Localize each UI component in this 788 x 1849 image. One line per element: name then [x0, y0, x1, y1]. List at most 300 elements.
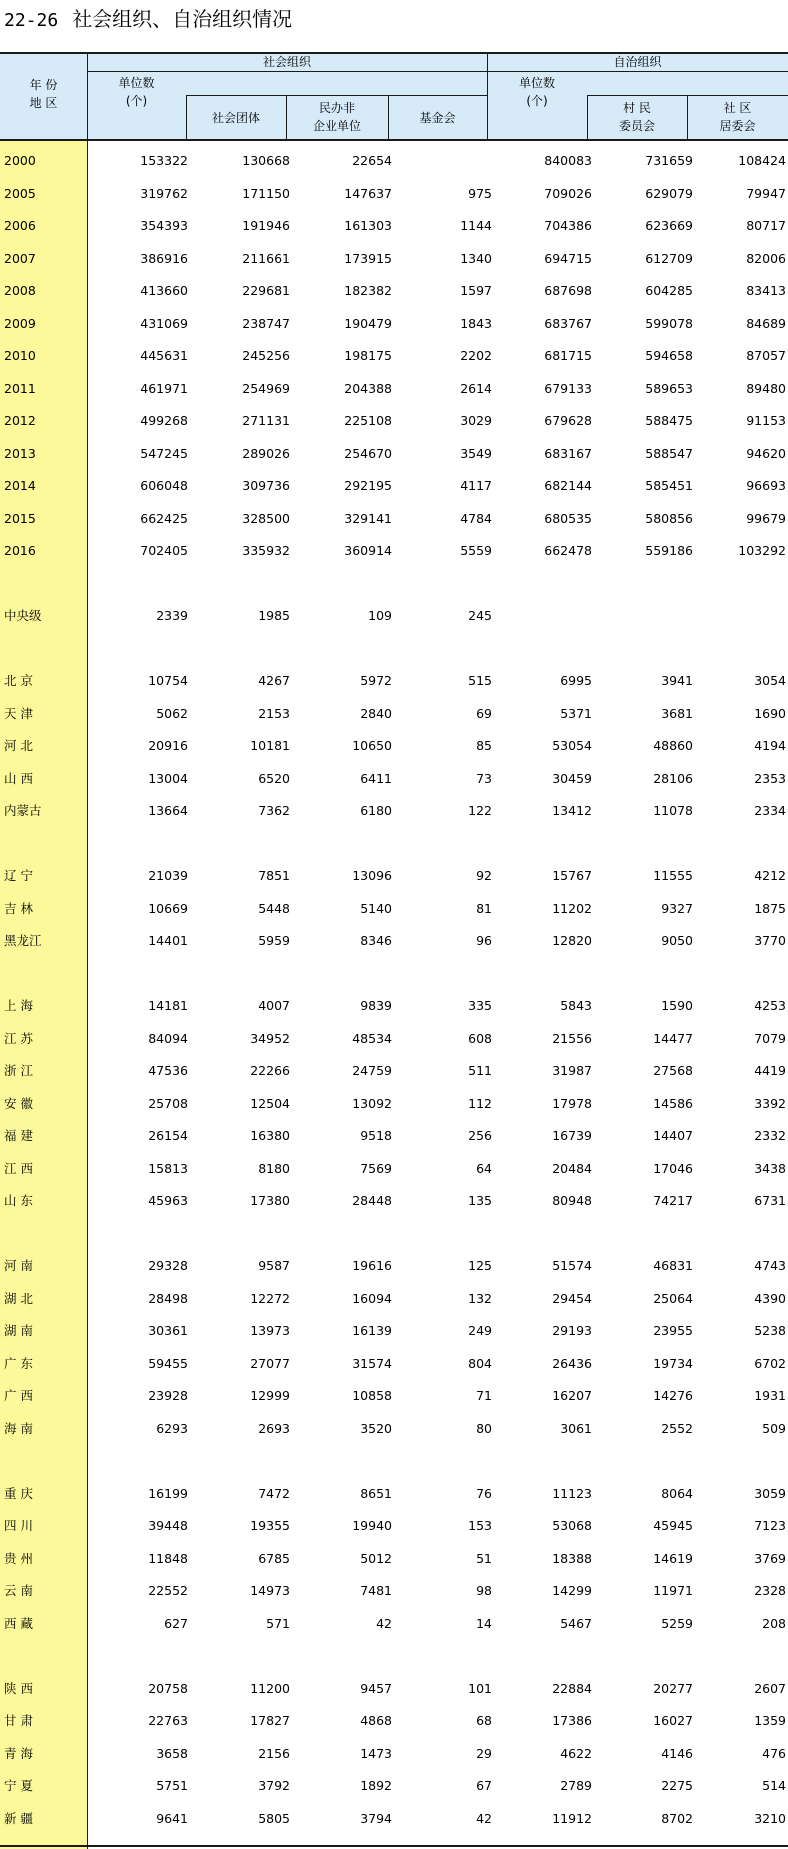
table-cell: 11912	[552, 1810, 592, 1826]
table-cell: 975	[468, 185, 492, 201]
table-cell: 73	[476, 770, 492, 786]
table-cell	[497, 1445, 592, 1477]
table-cell: 292195	[344, 478, 392, 493]
table-row	[0, 178, 788, 210]
table-cell: 109	[368, 608, 392, 623]
row-label: 青 海	[4, 1745, 33, 1761]
table-cell: 7481	[360, 1583, 392, 1598]
table-cell: 7079	[754, 1030, 786, 1046]
table-cell: 6702	[754, 1355, 786, 1371]
table-cell: 2607	[754, 1680, 786, 1696]
table-row	[0, 860, 788, 892]
table-row	[0, 535, 788, 567]
table-cell: 511	[468, 1063, 492, 1078]
table-cell	[195, 828, 290, 860]
table-cell: 3770	[754, 933, 786, 948]
table-cell: 30459	[552, 770, 592, 786]
table-cell: 386916	[140, 250, 188, 266]
table-cell: 3029	[460, 413, 492, 428]
table-cell: 6785	[258, 1550, 290, 1566]
table-row	[0, 1185, 788, 1217]
table-cell: 5238	[754, 1323, 786, 1338]
table-cell: 29454	[552, 1290, 592, 1306]
table-cell: 153	[468, 1518, 492, 1533]
table-cell: 16139	[352, 1323, 392, 1338]
table-row	[0, 1153, 788, 1185]
header-divider	[87, 71, 788, 72]
table-cell: 8346	[360, 933, 392, 948]
table-cell: 94620	[746, 445, 786, 461]
table-cell: 662478	[544, 543, 592, 558]
table-cell: 4419	[754, 1063, 786, 1078]
table-cell: 2332	[754, 1128, 786, 1143]
table-cell: 271131	[242, 413, 290, 428]
table-cell: 335	[468, 998, 492, 1013]
table-row	[0, 405, 788, 437]
row-label: 辽 宁	[4, 868, 33, 883]
table-row	[0, 1705, 788, 1737]
table-cell: 27568	[653, 1063, 693, 1078]
table-cell: 69	[476, 705, 492, 721]
table-cell: 96693	[746, 478, 786, 493]
table-row	[0, 600, 788, 632]
table-cell: 709026	[544, 185, 592, 201]
table-row	[0, 925, 788, 957]
table-cell	[497, 1640, 592, 1672]
row-label: 2005	[4, 185, 36, 201]
table-row	[0, 763, 788, 795]
table-cell: 103292	[738, 543, 786, 558]
row-label: 湖 南	[4, 1323, 33, 1338]
table-cell: 190479	[344, 315, 392, 331]
row-label: 2011	[4, 380, 36, 396]
table-header	[0, 52, 788, 141]
table-cell: 5062	[156, 705, 188, 721]
social-org-header: 社会组织	[262, 55, 311, 69]
table-cell: 606048	[140, 478, 188, 493]
table-cell: 211661	[242, 250, 290, 266]
table-cell: 67	[476, 1778, 492, 1793]
table-row	[0, 1770, 788, 1802]
table-cell	[497, 828, 592, 860]
row-label: 上 海	[4, 998, 33, 1013]
table-cell: 153322	[140, 153, 188, 168]
table-cell	[397, 1640, 492, 1672]
table-cell: 9327	[661, 900, 693, 916]
table-cell: 71	[476, 1388, 492, 1403]
table-cell: 14586	[653, 1095, 693, 1111]
table-cell: 585451	[645, 478, 693, 493]
table-cell: 4253	[754, 998, 786, 1013]
table-cell: 81	[476, 900, 492, 916]
table-cell: 8180	[258, 1160, 290, 1176]
table-cell: 5559	[460, 543, 492, 558]
table-cell: 1340	[460, 250, 492, 266]
table-cell: 329141	[344, 510, 392, 526]
table-cell: 9457	[360, 1680, 392, 1696]
row-label: 2016	[4, 543, 36, 558]
table-cell	[397, 145, 492, 177]
row-label	[4, 1640, 84, 1672]
table-cell: 84094	[148, 1030, 188, 1046]
table-cell: 182382	[344, 283, 392, 298]
table-row	[0, 470, 788, 502]
table-cell: 30361	[148, 1323, 188, 1338]
table-cell: 547245	[140, 445, 188, 461]
table-cell: 17046	[653, 1160, 693, 1176]
table-cell	[93, 828, 188, 860]
table-cell: 627	[164, 1615, 188, 1631]
social-groups-header: 社会团体	[211, 111, 260, 125]
table-cell: 19616	[352, 1258, 392, 1273]
table-row	[0, 373, 788, 405]
table-cell: 14401	[148, 933, 188, 948]
table-cell: 588475	[645, 413, 693, 428]
spacer-row	[0, 958, 788, 990]
row-label: 内蒙古	[4, 803, 42, 818]
table-cell: 29328	[148, 1258, 188, 1273]
table-cell: 8702	[661, 1810, 693, 1826]
table-cell: 53068	[552, 1518, 592, 1533]
table-cell: 31574	[352, 1355, 392, 1371]
table-cell: 26436	[552, 1355, 592, 1371]
row-label: 2009	[4, 315, 36, 331]
table-cell	[598, 1445, 693, 1477]
table-row	[0, 1413, 788, 1445]
table-cell: 11848	[148, 1550, 188, 1566]
table-cell: 16380	[250, 1128, 290, 1143]
resident-committee-line2: 居委会	[719, 119, 756, 133]
social-units-label: 单位数	[118, 76, 155, 90]
table-cell: 14	[476, 1615, 492, 1631]
table-cell: 3681	[661, 705, 693, 721]
table-cell: 5805	[258, 1810, 290, 1826]
table-cell	[297, 1445, 392, 1477]
table-cell: 571	[266, 1615, 290, 1631]
row-label: 海 南	[4, 1420, 33, 1436]
table-cell: 3061	[560, 1420, 592, 1436]
table-row	[0, 308, 788, 340]
table-cell: 1875	[754, 900, 786, 916]
table-cell: 5448	[258, 900, 290, 916]
table-cell: 559186	[645, 543, 693, 558]
table-cell: 840083	[544, 153, 592, 168]
table-cell: 1892	[360, 1778, 392, 1793]
table-cell: 21556	[552, 1030, 592, 1046]
row-label: 天 津	[4, 705, 33, 721]
row-label: 四 川	[4, 1518, 33, 1533]
village-committee-header	[587, 99, 687, 135]
table-cell	[497, 1218, 592, 1250]
table-cell: 515	[468, 673, 492, 688]
table-cell: 804	[468, 1355, 492, 1371]
table-cell: 14619	[653, 1550, 693, 1566]
self-units-label: 单位数	[518, 76, 555, 90]
row-label: 2015	[4, 510, 36, 526]
table-cell	[195, 568, 290, 600]
table-cell: 4212	[754, 868, 786, 883]
private-nonenterprise-header	[286, 99, 388, 135]
table-cell: 1590	[661, 998, 693, 1013]
table-cell: 96	[476, 933, 492, 948]
table-row	[0, 1575, 788, 1607]
table-cell: 22654	[352, 153, 392, 168]
table-cell: 19734	[653, 1355, 693, 1371]
table-cell	[397, 568, 492, 600]
table-cell	[195, 633, 290, 665]
table-cell: 147637	[344, 185, 392, 201]
table-row	[0, 503, 788, 535]
table-row	[0, 1023, 788, 1055]
table-row	[0, 1608, 788, 1640]
self-units-header	[487, 74, 587, 110]
table-cell: 80948	[552, 1193, 592, 1208]
table-cell: 2339	[156, 608, 188, 623]
table-cell: 5972	[360, 673, 392, 688]
table-cell: 599078	[645, 315, 693, 331]
table-cell: 76	[476, 1485, 492, 1501]
table-cell: 680535	[544, 510, 592, 526]
table-cell: 225108	[344, 413, 392, 428]
row-label: 贵 州	[4, 1550, 33, 1566]
table-cell	[691, 958, 786, 990]
table-cell	[691, 568, 786, 600]
table-cell: 51574	[552, 1258, 592, 1273]
table-cell: 10858	[352, 1388, 392, 1403]
table-cell: 1843	[460, 315, 492, 331]
table-cell: 3769	[754, 1550, 786, 1566]
table-row	[0, 275, 788, 307]
table-number: 22-26	[4, 10, 59, 31]
table-cell: 309736	[242, 478, 290, 493]
table-cell: 3794	[360, 1810, 392, 1826]
table-cell: 3059	[754, 1485, 786, 1501]
table-cell: 85	[476, 738, 492, 753]
table-cell: 42	[376, 1615, 392, 1631]
table-cell: 14181	[148, 998, 188, 1013]
table-cell: 2614	[460, 380, 492, 396]
table-cell: 11971	[653, 1583, 693, 1598]
table-cell: 514	[762, 1778, 786, 1793]
table-cell: 16094	[352, 1290, 392, 1306]
table-cell: 6411	[360, 770, 392, 786]
region-label: 地 区	[29, 96, 58, 110]
table-cell: 98	[476, 1583, 492, 1598]
table-cell: 11202	[552, 900, 592, 916]
row-label: 中央级	[4, 608, 42, 623]
row-label	[4, 958, 84, 990]
table-cell: 17978	[552, 1095, 592, 1111]
year-label: 年 份	[29, 78, 58, 92]
row-label: 河 北	[4, 738, 33, 753]
table-cell: 1359	[754, 1713, 786, 1728]
table-cell: 3792	[258, 1778, 290, 1793]
table-cell: 7472	[258, 1485, 290, 1501]
table-title	[4, 4, 292, 34]
self-gov-org-header: 自治组织	[613, 55, 662, 69]
table-cell: 10754	[148, 673, 188, 688]
table-cell: 23955	[653, 1323, 693, 1338]
table-cell: 108424	[738, 153, 786, 168]
table-cell	[93, 958, 188, 990]
table-cell: 23928	[148, 1388, 188, 1403]
table-cell: 22266	[250, 1063, 290, 1078]
row-label: 山 东	[4, 1193, 33, 1208]
table-cell: 2552	[661, 1420, 693, 1436]
table-cell: 198175	[344, 348, 392, 363]
table-row	[0, 1803, 788, 1835]
village-committee-line1: 村 民	[623, 101, 651, 115]
table-cell: 354393	[140, 218, 188, 233]
header-divider	[587, 95, 788, 96]
spacer-row	[0, 828, 788, 860]
table-row	[0, 1348, 788, 1380]
table-cell: 5467	[560, 1615, 592, 1631]
table-cell: 589653	[645, 380, 693, 396]
table-cell: 3392	[754, 1095, 786, 1111]
table-cell: 17386	[552, 1713, 592, 1728]
table-cell: 4784	[460, 510, 492, 526]
table-cell: 7569	[360, 1160, 392, 1176]
row-label	[4, 828, 84, 860]
table-row	[0, 1250, 788, 1282]
table-row	[0, 893, 788, 925]
table-cell	[195, 1218, 290, 1250]
village-committee-line2: 委员会	[618, 119, 655, 133]
table-cell: 91153	[746, 413, 786, 428]
table-cell: 5259	[661, 1615, 693, 1631]
table-cell: 112	[468, 1095, 492, 1111]
table-cell: 14276	[653, 1388, 693, 1403]
table-cell: 2693	[258, 1420, 290, 1436]
table-cell: 681715	[544, 348, 592, 363]
table-cell: 191946	[242, 218, 290, 233]
table-cell: 20758	[148, 1680, 188, 1696]
table-cell: 161303	[344, 218, 392, 233]
row-label: 吉 林	[4, 900, 33, 916]
row-label	[4, 1218, 84, 1250]
table-cell: 5959	[258, 933, 290, 948]
resident-committee-header	[687, 99, 788, 135]
table-cell: 16027	[653, 1713, 693, 1728]
spacer-row	[0, 568, 788, 600]
table-cell: 9050	[661, 933, 693, 948]
row-label: 江 西	[4, 1160, 33, 1176]
table-cell: 431069	[140, 315, 188, 331]
table-cell: 360914	[344, 543, 392, 558]
table-cell	[691, 1445, 786, 1477]
table-cell: 20916	[148, 738, 188, 753]
table-cell: 10650	[352, 738, 392, 753]
table-cell: 594658	[645, 348, 693, 363]
row-label: 2012	[4, 413, 36, 428]
table-cell: 208	[762, 1615, 786, 1631]
row-label: 2014	[4, 478, 36, 493]
table-row	[0, 210, 788, 242]
table-cell	[497, 600, 592, 632]
table-cell	[93, 633, 188, 665]
social-units-unit: (个)	[125, 94, 148, 108]
spacer-row	[0, 633, 788, 665]
table-cell: 12820	[552, 933, 592, 948]
table-cell: 25708	[148, 1095, 188, 1111]
table-cell: 27077	[250, 1355, 290, 1371]
table-cell: 22552	[148, 1583, 188, 1598]
table-cell: 2328	[754, 1583, 786, 1598]
row-label: 江 苏	[4, 1030, 33, 1046]
table-cell: 83413	[746, 283, 786, 298]
table-row	[0, 243, 788, 275]
table-cell: 1931	[754, 1388, 786, 1403]
table-cell: 59455	[148, 1355, 188, 1371]
table-cell: 12272	[250, 1290, 290, 1306]
table-cell: 2202	[460, 348, 492, 363]
year-region-header	[0, 76, 87, 112]
table-cell: 3941	[661, 673, 693, 688]
row-label: 北 京	[4, 673, 33, 688]
table-row	[0, 1510, 788, 1542]
table-cell: 2153	[258, 705, 290, 721]
table-cell	[598, 633, 693, 665]
table-cell	[598, 828, 693, 860]
table-cell: 29193	[552, 1323, 592, 1338]
social-units-header	[87, 74, 186, 110]
table-cell: 9641	[156, 1810, 188, 1826]
table-cell: 68	[476, 1713, 492, 1728]
table-cell: 14299	[552, 1583, 592, 1598]
table-row	[0, 665, 788, 697]
table-cell: 335932	[242, 543, 290, 558]
table-cell	[93, 1445, 188, 1477]
table-cell	[297, 568, 392, 600]
table-cell: 461971	[140, 380, 188, 396]
table-cell: 2789	[560, 1778, 592, 1793]
table-cell: 46831	[653, 1258, 693, 1273]
table-cell: 48534	[352, 1030, 392, 1046]
table-cell: 2334	[754, 803, 786, 818]
table-cell: 4743	[754, 1258, 786, 1273]
table-cell: 4622	[560, 1745, 592, 1761]
table-cell: 8651	[360, 1485, 392, 1501]
table-cell	[497, 633, 592, 665]
row-label: 2006	[4, 218, 36, 233]
table-cell: 319762	[140, 185, 188, 201]
table-cell: 19355	[250, 1518, 290, 1533]
table-cell	[497, 958, 592, 990]
table-cell: 245	[468, 608, 492, 623]
table-cell: 4267	[258, 673, 290, 688]
table-cell: 29	[476, 1745, 492, 1761]
row-label: 湖 北	[4, 1290, 33, 1306]
table-cell: 28498	[148, 1290, 188, 1306]
table-cell	[397, 633, 492, 665]
table-cell	[691, 828, 786, 860]
table-cell: 173915	[344, 250, 392, 266]
table-cell: 2353	[754, 770, 786, 786]
table-cell	[598, 600, 693, 632]
table-cell: 89480	[746, 380, 786, 396]
table-cell	[297, 1640, 392, 1672]
table-row	[0, 730, 788, 762]
table-cell: 229681	[242, 283, 290, 298]
table-cell: 238747	[242, 315, 290, 331]
row-label: 云 南	[4, 1583, 33, 1598]
table-cell: 80	[476, 1420, 492, 1436]
table-cell: 31987	[552, 1063, 592, 1078]
row-label: 2008	[4, 283, 36, 298]
table-row	[0, 438, 788, 470]
table-cell: 5012	[360, 1550, 392, 1566]
